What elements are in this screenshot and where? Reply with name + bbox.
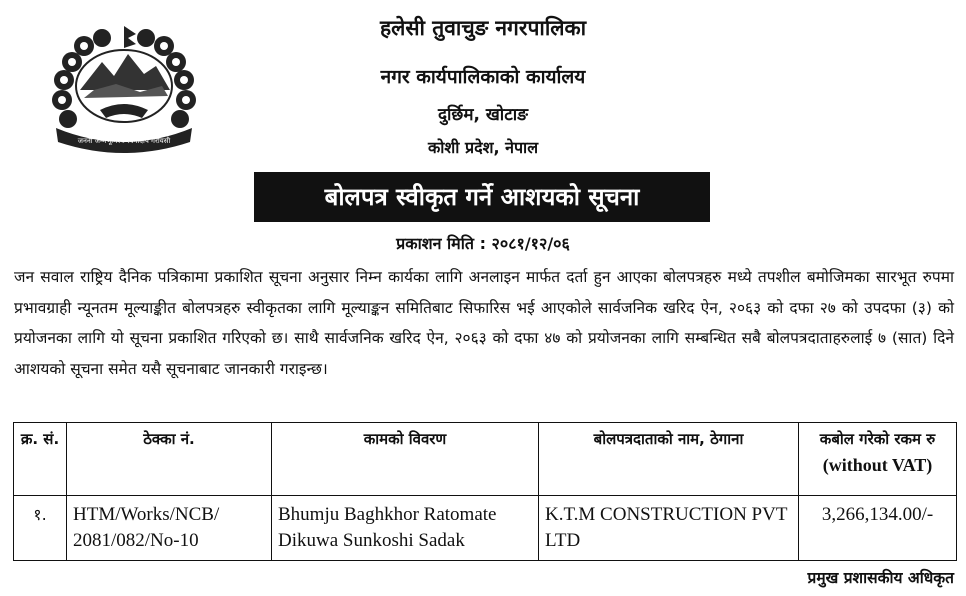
row-amount: 3,266,134.00/-: [799, 496, 957, 561]
header-amount: [799, 423, 957, 496]
emblem-motto: जननी जन्मभूमिश्च स्वर्गादपि गरीयसी: [77, 137, 171, 145]
header-contract-no: ठेक्का नं.: [67, 423, 272, 496]
bid-table: [13, 422, 957, 561]
table-header-row: [14, 423, 957, 496]
publication-date: प्रकाशन मिति : २०८१/१२/०६: [396, 234, 570, 253]
row-description: Bhumju Baghkhor Ratomate Dikuwa Sunkoshi Sadak: [272, 496, 539, 561]
row-contract-no: HTM/Works/NCB/ 2081/082/No-10: [67, 496, 272, 561]
row-bidder: K.T.M CONSTRUCTION PVT LTD: [539, 496, 799, 561]
office-name: नगर कार्यपालिकाको कार्यालय: [380, 66, 586, 88]
header-amount-label: कबोल गरेको रकम रु: [819, 430, 936, 448]
coat-of-arms-icon: [44, 24, 204, 154]
header-bidder: बोलपत्रदाताको नाम, ठेगाना: [539, 423, 799, 496]
municipality-name: हलेसी तुवाचुङ नगरपालिका: [379, 16, 587, 40]
table-row: [14, 496, 957, 561]
province-name: कोशी प्रदेश, नेपाल: [427, 138, 539, 157]
signature-title: प्रमुख प्रशासकीय अधिकृत: [807, 569, 954, 587]
government-emblem: [44, 24, 204, 154]
office-location: दुर्छिम, खोटाङ: [438, 105, 528, 125]
notice-paragraph: जन सवाल राष्ट्रिय दैनिक पत्रिकामा प्रकाशित सूचना अनुसार निम्न कार्यका लागि अनलाइन मार्फत दर्ता हुन आएका बोलपत्रहरु मध्ये तपशील बमोजिमका सारभूत रुपमा प्रभावग्राही न्यूनतम मूल्याङ्कीत बोलपत्रहरु स्वीकृतका लागि मूल्याङ्कन समितिबाट सिफारिस भई आएकोले सार्वजनिक खरिद ऐन, २०६३ को दफा २७ को उपदफा (३) को प्रयोजनका लागि यो सूचना प्रकाशित गरिएको छ। साथै सार्वजनिक खरिद ऐन, २०६३ को दफा ४७ को प्रयोजनका लागि सम्बन्धित सबै बोलपत्रदाताहरुलाई ७ (सात) दिने आशयको सूचना समेत यसै सूचनाबाट जानकारी गराइन्छ।: [14, 268, 954, 378]
header-description: कामको विवरण: [272, 423, 539, 496]
row-sn: १.: [14, 496, 67, 561]
notice-title: बोलपत्र स्वीकृत गर्ने आशयको सूचना: [254, 172, 710, 222]
header-sn: क्र. सं.: [14, 423, 67, 496]
header-amount-note: (without VAT): [822, 455, 933, 475]
